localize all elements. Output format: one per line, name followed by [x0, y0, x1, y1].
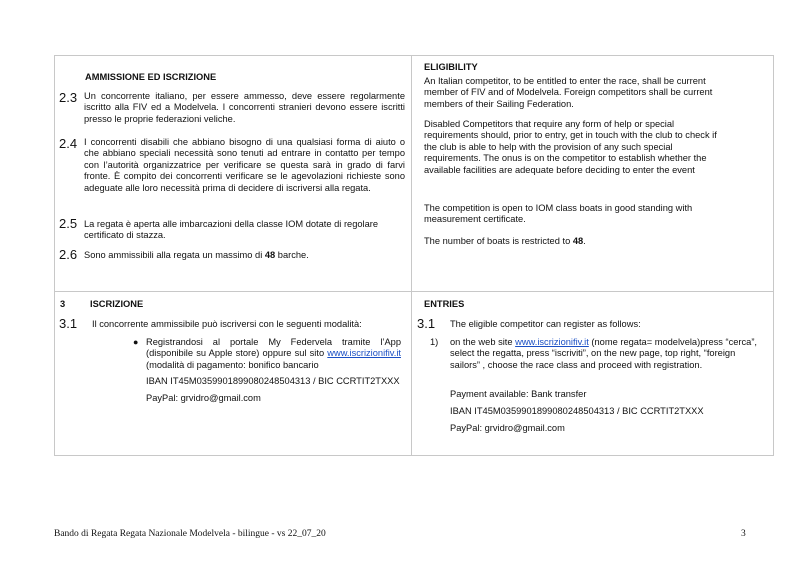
- clause-text: La regata è aperta alle imbarcazioni della classe IOM dotate di regolare certificato di stazza.: [84, 219, 379, 241]
- rules-table: [54, 55, 774, 456]
- eligibility-paragraph: The number of boats is restricted to 48.: [424, 236, 586, 246]
- iscrizione-intro: Il concorrente ammissibile può iscriversi con le seguenti modalità:: [92, 319, 362, 329]
- eligibility-paragraph: Disabled Competitors that require any form of help or special requirements should, prior to entry, get in touch with the club to check if the club is able to help with the provision of any such special requirements. The onus is on the competitor to establish whether the available facilities are adequate before deciding to enter the event: [424, 119, 717, 175]
- entries-intro: The eligible competitor can register as follows:: [450, 319, 641, 329]
- clause-number: 2.5: [59, 216, 78, 231]
- iscrizionifiv-link[interactable]: www.iscrizionifiv.it: [515, 337, 589, 347]
- clause-text: Un concorrente italiano, per essere ammesso, deve essere regolarmente iscritto alla FIV ed a Modelvela. I concorrenti stranieri devono essere iscritti presso le proprie federazioni veliche.: [84, 91, 405, 124]
- eligibility-paragraph: An Italian competitor, to be entitled to enter the race, shall be current member of FIV and of Modelvela. Foreign competitors shall be current members of their Sailing Federation.: [424, 76, 713, 109]
- entries-line: on the web site www.iscrizionifiv.it (nome regata= modelvela)press “cerca”, select the regatta, press “iscriviti”, on the new page, top right, “foreign sailors” , choose the race class and proceed with registration.: [450, 337, 758, 370]
- en-entries-heading: ENTRIES: [424, 299, 465, 309]
- iscrizione-bullet-text: Registrandosi al portale My Federvela tramite l’App (disponibile su Apple store) oppure sul sito www.iscrizionifiv.it (modalità di pagamento: bonifico bancario: [146, 337, 401, 370]
- clause-text: Sono ammissibili alla regata un massimo di 48 barche.: [84, 250, 309, 260]
- paypal-text: PayPal: grvidro@gmail.com: [450, 423, 565, 433]
- eligibility-paragraph: The competition is open to IOM class boats in good standing with measurement certificate.: [424, 203, 693, 225]
- clause-text: I concorrenti disabili che abbiano bisogno di una qualsiasi forma di aiuto o che abbiano speciali necessità sono tenuti ad entrare in contatto per tempo con l’autorità organizzatrice per verificare se questa sarà in grado di farvi fronte. È compito dei concorrenti verificare se le agevolazioni richieste sono adeguate alle loro necessità prima di decidere di iscriversi alla regata.: [84, 137, 405, 193]
- list-number: 1): [430, 337, 439, 347]
- iban-text: IBAN IT45M0359901899080248504313 / BIC CCRTIT2TXXX: [146, 376, 400, 386]
- iban-text: IBAN IT45M0359901899080248504313 / BIC CCRTIT2TXXX: [450, 406, 704, 416]
- clause-number: 2.3: [59, 90, 78, 105]
- paypal-text: PayPal: grvidro@gmail.com: [146, 393, 261, 403]
- payment-text: Payment available: Bank transfer: [450, 389, 587, 399]
- en-eligibility-heading: ELIGIBILITY: [424, 62, 478, 72]
- page-number: 3: [741, 529, 746, 539]
- clause-number: 3.1: [417, 316, 436, 331]
- it-iscrizione-heading: ISCRIZIONE: [90, 299, 144, 309]
- clause-number: 2.4: [59, 136, 78, 151]
- it-ammissione-heading: AMMISSIONE ED ISCRIZIONE: [85, 72, 217, 82]
- row-divider: [55, 291, 773, 292]
- iscrizionifiv-link[interactable]: www.iscrizionifiv.it: [327, 348, 401, 359]
- bullet-icon: ●: [133, 337, 139, 347]
- column-divider: [411, 56, 412, 455]
- it-section-number: 3: [60, 299, 66, 309]
- clause-number: 2.6: [59, 247, 78, 262]
- clause-number: 3.1: [59, 316, 78, 331]
- footer-text: Bando di Regata Regata Nazionale Modelvela - bilingue - vs 22_07_20: [54, 529, 326, 539]
